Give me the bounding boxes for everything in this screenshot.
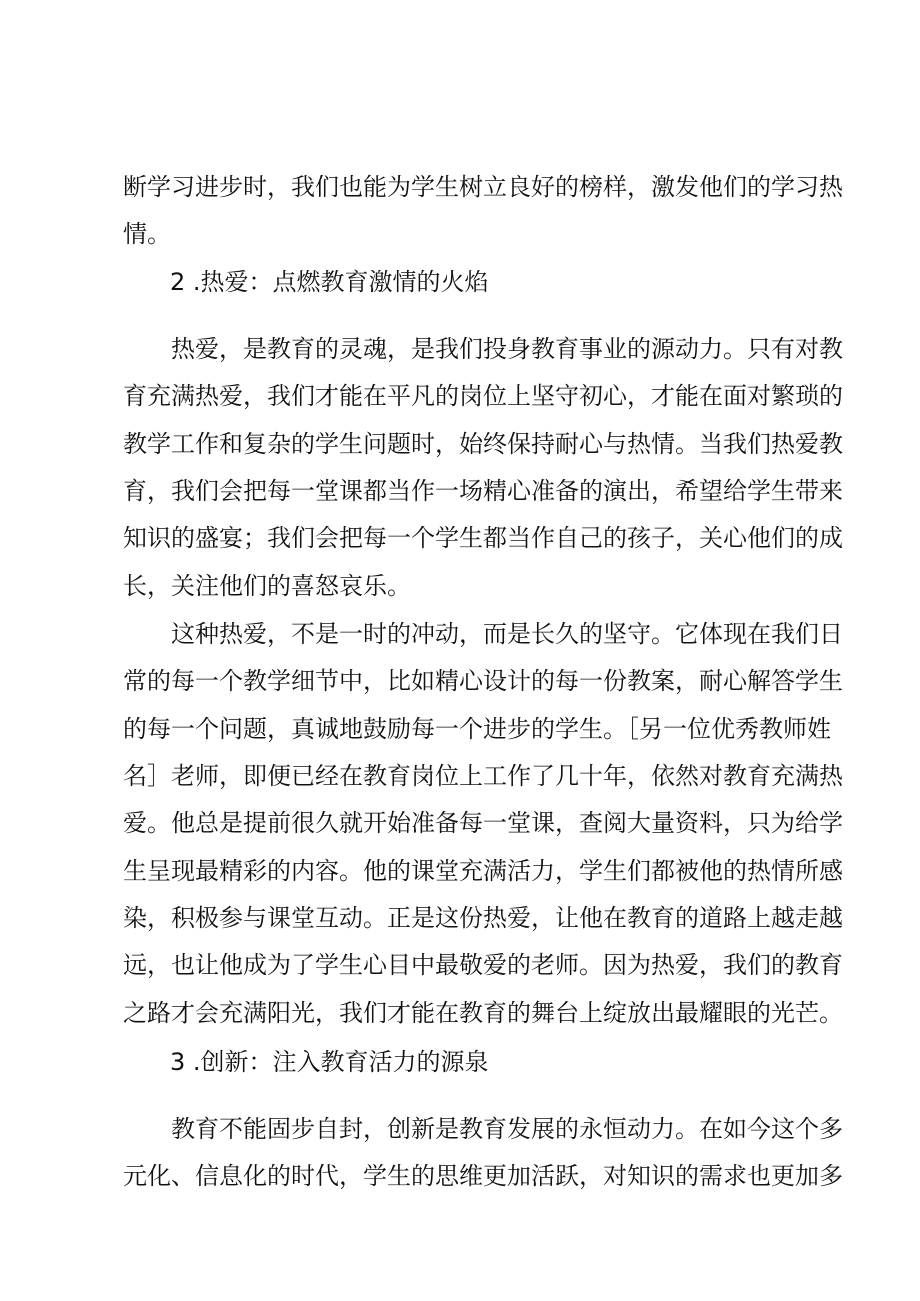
text-line: 爱。他总是提前很久就开始准备每一堂课，查阅大量资料，只为给学 bbox=[123, 809, 843, 837]
text-line: 的每一个问题，真诚地鼓励每一个进步的学生。［另一位优秀教师姓 bbox=[123, 715, 831, 743]
text-line: 远，也让他成为了学生心目中最敬爱的老师。因为热爱，我们的教育 bbox=[123, 951, 843, 979]
text-line: 知识的盛宴；我们会把每一个学生都当作自己的孩子，关心他们的成 bbox=[123, 524, 843, 552]
text-line: 教学工作和复杂的学生问题时，始终保持耐心与热情。当我们热爱教 bbox=[123, 430, 843, 458]
text-line: 名］老师，即便已经在教育岗位上工作了几十年，依然对教育充满热 bbox=[123, 762, 843, 790]
section-heading: 2 .热爱：点燃教育激情的火焰 bbox=[170, 268, 489, 296]
text-line: 热爱，是教育的灵魂，是我们投身教育事业的源动力。只有对教 bbox=[171, 335, 843, 363]
text-line: 情。 bbox=[123, 220, 171, 248]
text-line: 生呈现最精彩的内容。他的课堂充满活力，学生们都被他的热情所感 bbox=[123, 857, 843, 885]
text-line: 育，我们会把每一堂课都当作一场精心准备的演出，希望给学生带来 bbox=[123, 477, 843, 505]
text-line: 染，积极参与课堂互动。正是这份热爱，让他在教育的道路上越走越 bbox=[123, 904, 843, 932]
text-line: 教育不能固步自封，创新是教育发展的永恒动力。在如今这个多 bbox=[171, 1115, 843, 1143]
text-line: 育充满热爱，我们才能在平凡的岗位上坚守初心，才能在面对繁琐的 bbox=[123, 382, 843, 410]
text-line: 元化、信息化的时代，学生的思维更加活跃，对知识的需求也更加多 bbox=[123, 1162, 843, 1190]
text-line: 长，关注他们的喜怒哀乐。 bbox=[123, 572, 411, 600]
text-line: 常的每一个教学细节中，比如精心设计的每一份教案，耐心解答学生 bbox=[123, 667, 843, 695]
text-line: 断学习进步时，我们也能为学生树立良好的榜样，激发他们的学习热 bbox=[123, 173, 843, 201]
text-line: 这种热爱，不是一时的冲动，而是长久的坚守。它体现在我们日 bbox=[171, 620, 843, 648]
text-line: 之路才会充满阳光，我们才能在教育的舞台上绽放出最耀眼的光芒。 bbox=[123, 999, 843, 1027]
section-heading: 3 .创新：注入教育活力的源泉 bbox=[170, 1048, 489, 1076]
